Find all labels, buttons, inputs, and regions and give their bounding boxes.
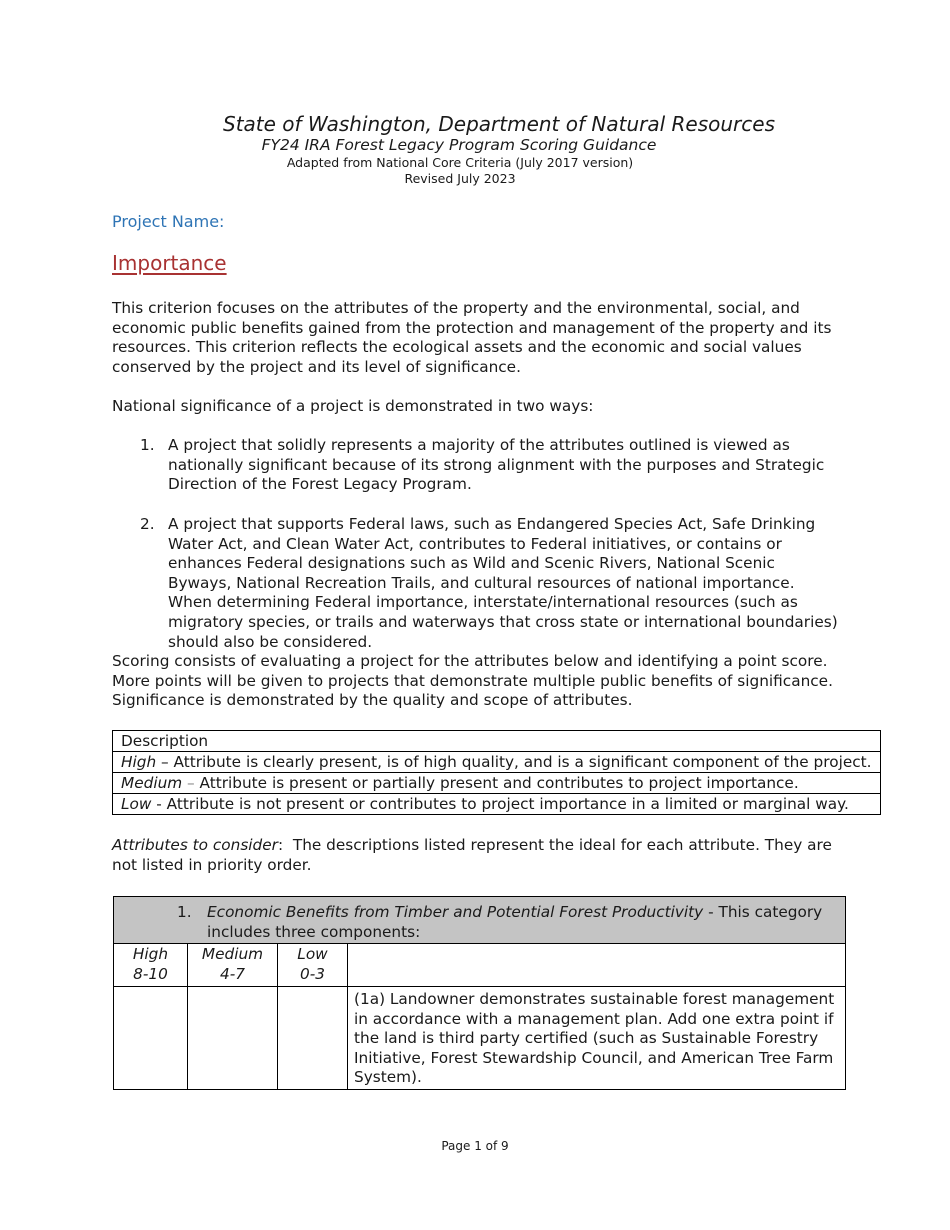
level-label: Medium [121,774,183,792]
category-heading [177,903,837,942]
category-table [113,896,846,1090]
national-significance-paragraph: National significance of a project is demonstrated in two ways: [112,397,594,415]
score-high-header [114,944,188,987]
page-footer: Page 1 of 9 [441,1139,509,1153]
list-item [140,436,840,495]
attributes-colon: : [277,836,284,854]
table-row [113,773,881,794]
table-cell [113,752,881,773]
score-label: Low [297,945,328,963]
score-label: Medium [201,945,264,963]
category-title: Economic Benefits from Timber and Potential Forest Productivity [207,903,704,921]
significance-list-continued [140,515,840,652]
table-row [113,752,881,773]
document-header [0,112,950,187]
score-medium-header [188,944,278,987]
level-label: High [121,753,157,771]
score-range: 0-3 [300,964,325,983]
score-range: 4-7 [220,964,245,983]
category-header-cell [114,897,846,944]
list-item [140,515,840,652]
level-separator: – [182,774,200,792]
list-item-text: A project that solidly represents a majority of the attributes outlined is viewed as nationally significant because of its strong alignment with the purposes and Strategic Direction of the Forest Legacy Program. [168,436,825,494]
list-item-text: A project that supports Federal laws, such as Endangered Species Act, Safe Drinking Water Act, and Clean Water Act, contributes to Federal initiatives, or contains or enhances Federal designations such as Wild and Scenic Rivers, National Scenic Byways, National Recreation Trails, and cultural resources of national importance. When determining Federal importance, interstate/international resources (such as migratory species, or trails and waterways that cross state or international boundaries) should also be considered. [168,515,838,651]
significance-list [140,436,840,495]
score-range: 8-10 [133,964,168,983]
table-header-row [113,731,881,752]
category-title-suffix: - This category includes three components: [207,903,823,941]
level-separator: – [156,753,174,771]
attributes-intro [112,836,840,875]
component-header-cell [348,944,846,987]
agency-title: State of Washington, Department of Natural Resources [223,112,775,136]
attributes-text: The descriptions listed represent the ideal for each attribute. They are not listed in priority order. [112,836,832,874]
document-subtitle: FY24 IRA Forest Legacy Program Scoring Guidance [261,136,657,154]
project-name-label: Project Name: [112,212,225,231]
list-item-number: 2. [140,515,155,533]
table-row [114,987,846,1090]
score-high-cell [114,987,188,1090]
list-item-number: 1. [140,436,155,454]
level-text: Attribute is present or partially present and contributes to project importance. [199,774,799,792]
score-label: High [132,945,169,963]
description-header: Description [113,731,881,752]
table-cell [113,794,881,815]
category-number: 1. [177,903,192,921]
level-label: Low [121,795,152,813]
level-text: Attribute is clearly present, is of high quality, and is a significant component of the project. [173,753,872,771]
description-table [112,730,881,815]
category-header-row [114,897,846,944]
section-title: Importance [112,251,227,275]
attributes-label: Attributes to consider [112,836,278,854]
score-low-cell [278,987,348,1090]
adapted-note: Adapted from National Core Criteria (July 2017 version) [286,155,634,170]
level-text: Attribute is not present or contributes to project importance in a limited or marginal way. [166,795,849,813]
score-low-header [278,944,348,987]
table-row [113,794,881,815]
level-separator: - [151,795,167,813]
component-1a-cell: (1a) Landowner demonstrates sustainable forest management in accordance with a management plan. Add one extra point if the land is third party certified (such as Sustainable Forestry Initiative, Forest Stewardship Council, and American Tree Farm System). [348,987,846,1090]
scoring-paragraph: Scoring consists of evaluating a project for the attributes below and identifying a point score. More points will be given to projects that demonstrate multiple public benefits of significance. Significance is demonstrated by the quality and scope of attributes. [112,652,833,710]
table-cell [113,773,881,794]
criterion-paragraph: This criterion focuses on the attributes of the property and the environmental, social, and economic public benefits gained from the protection and management of the property and its resources. This criterion reflects the ecological assets and the economic and social values conserved by the project and its level of significance. [112,299,832,376]
revised-note: Revised July 2023 [404,171,516,186]
score-medium-cell [188,987,278,1090]
score-header-row [114,944,846,987]
